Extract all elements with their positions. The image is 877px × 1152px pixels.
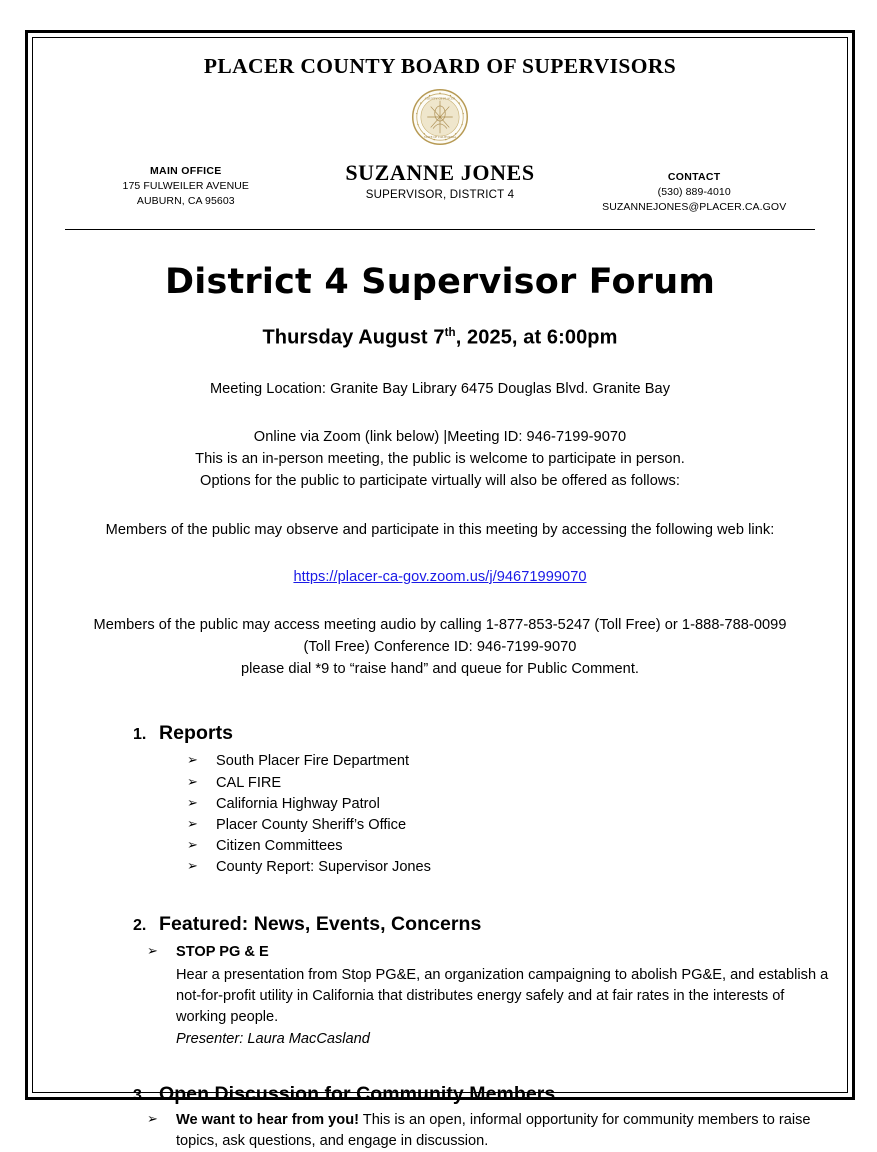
arrow-bullet-icon: ➢ [187,753,198,769]
agenda-list [47,722,833,1152]
agenda-items [133,1110,833,1152]
arrow-bullet-icon: ➢ [187,795,198,811]
agenda-section-reports [133,722,833,878]
list-item [187,794,833,815]
page-title: District 4 Supervisor Forum [165,261,715,302]
conference-id-line [47,637,833,659]
zoom-line-plain: Online via Zoom (link below) | [253,429,448,446]
agenda-section-featured [133,913,833,1049]
zoom-join-link[interactable]: https://placer-ca-gov.zoom.us/j/94671999070 [293,568,587,585]
open-discussion-item [176,1110,833,1152]
contact-email: SUZANNEJONES@PLACER.CA.GOV [602,200,787,213]
supervisor-name-block [303,100,578,204]
agenda-section-heading [133,1083,833,1106]
arrow-bullet-icon: ➢ [187,816,198,832]
list-item-label: California Highway Patrol [216,795,380,812]
agenda-section-title: Featured: News, Events, Concerns [159,913,482,936]
open-discussion-rest: This is an open, informal opportunity for community members to raise topics, ask questions, and engage in discussion. [176,1111,811,1150]
list-item-label: CAL FIRE [216,774,282,791]
list-item [187,773,833,794]
supervisor-title: SUPERVISOR, DISTRICT 4 [365,189,515,202]
contact-heading: CONTACT [667,171,721,183]
list-item-label: County Report: Supervisor Jones [216,859,431,876]
document-page [25,30,855,1150]
list-item [187,815,833,836]
in-person-note: This is an in-person meeting, the public is welcome to participate in person. [195,451,685,468]
arrow-bullet-icon: ➢ [187,859,198,875]
agenda-section-title: Open Discussion for Community Members [159,1082,556,1105]
arrow-bullet-icon: ➢ [187,838,198,854]
zoom-info-block [47,427,833,493]
observe-note-block [47,520,833,542]
main-office-block [69,100,303,209]
organization-title: PLACER COUNTY BOARD OF SUPERVISORS [203,54,677,78]
toll-free-prefix: (Toll Free) [303,638,374,655]
document-content [33,38,847,1150]
arrow-bullet-icon: ➢ [147,1111,158,1127]
meeting-date-ordinal: th [444,325,456,339]
agenda-section-heading [133,722,833,745]
supervisor-name: SUZANNE JONES [345,160,535,185]
agenda-section-title: Reports [159,722,234,745]
meeting-id: Meeting ID: 946-7199-9070 [447,429,627,446]
meeting-date-prefix: Thursday August 7 [262,326,445,349]
main-office-heading: MAIN OFFICE [150,165,222,177]
audio-dialin-block [47,615,833,681]
raise-hand-note: please dial *9 to “raise hand” and queue for Public Comment. [240,660,640,677]
zoom-line [47,427,833,449]
list-item-label: South Placer Fire Department [216,753,410,770]
list-item [187,857,833,878]
agenda-section-number: 3. [133,1086,147,1104]
arrow-bullet-icon: ➢ [147,944,158,960]
arrow-bullet-icon: ➢ [187,774,198,790]
list-item [187,751,833,772]
meeting-location: Meeting Location: Granite Bay Library 6475 Douglas Blvd. Granite Bay [209,381,671,398]
letterhead-columns [47,100,833,215]
featured-item-heading: STOP PG & E [176,944,269,961]
contact-block [577,100,811,215]
agenda-section-heading [133,913,833,936]
contact-phone: (530) 889-4010 [657,185,731,198]
open-discussion-lead: We want to hear from you! [176,1111,359,1128]
meeting-date-suffix: , 2025, at 6:00pm [455,326,618,349]
agenda-items [133,751,833,878]
conference-id: Conference ID: 946-7199-9070 [373,638,577,655]
letterhead-divider [65,229,815,230]
featured-item [176,942,833,1049]
main-office-street: 175 FULWEILER AVENUE [122,179,250,192]
meeting-location-block [47,379,833,401]
featured-item-body: Hear a presentation from Stop PG&E, an organization campaigning to abolish PG&E, and establish a not-for-profit utility in California that distributes energy safely and at fair rates in the interests of working people. [176,966,829,1026]
observe-note: Members of the public may observe and participate in this meeting by accessing the following web link: [105,521,775,538]
main-office-city: AUBURN, CA 95603 [136,194,235,207]
list-item [147,942,833,1049]
agenda-section-number: 1. [133,726,147,744]
list-item [187,836,833,857]
zoom-link-block [47,567,833,589]
svg-text:STATE OF CALIFORNIA: STATE OF CALIFORNIA [423,134,457,139]
agenda-items [133,942,833,1049]
agenda-section-number: 2. [133,917,147,935]
svg-text:COUNTY OF PLACER: COUNTY OF PLACER [424,96,456,101]
featured-item-presenter: Presenter: Laura MacCasland [176,1030,370,1047]
audio-phone-line: Members of the public may access meeting audio by calling 1-877-853-5247 (Toll Free) or 1-888-788-0099 [93,616,787,633]
meeting-date [47,326,833,350]
list-item-label: Placer County Sheriff’s Office [216,816,407,833]
agenda-section-open-discussion [133,1083,833,1152]
document-page-inner-border [32,37,848,1150]
list-item-label: Citizen Committees [216,838,343,855]
list-item [147,1110,833,1152]
virtual-options-note: Options for the public to participate virtually will also be offered as follows: [200,473,680,490]
